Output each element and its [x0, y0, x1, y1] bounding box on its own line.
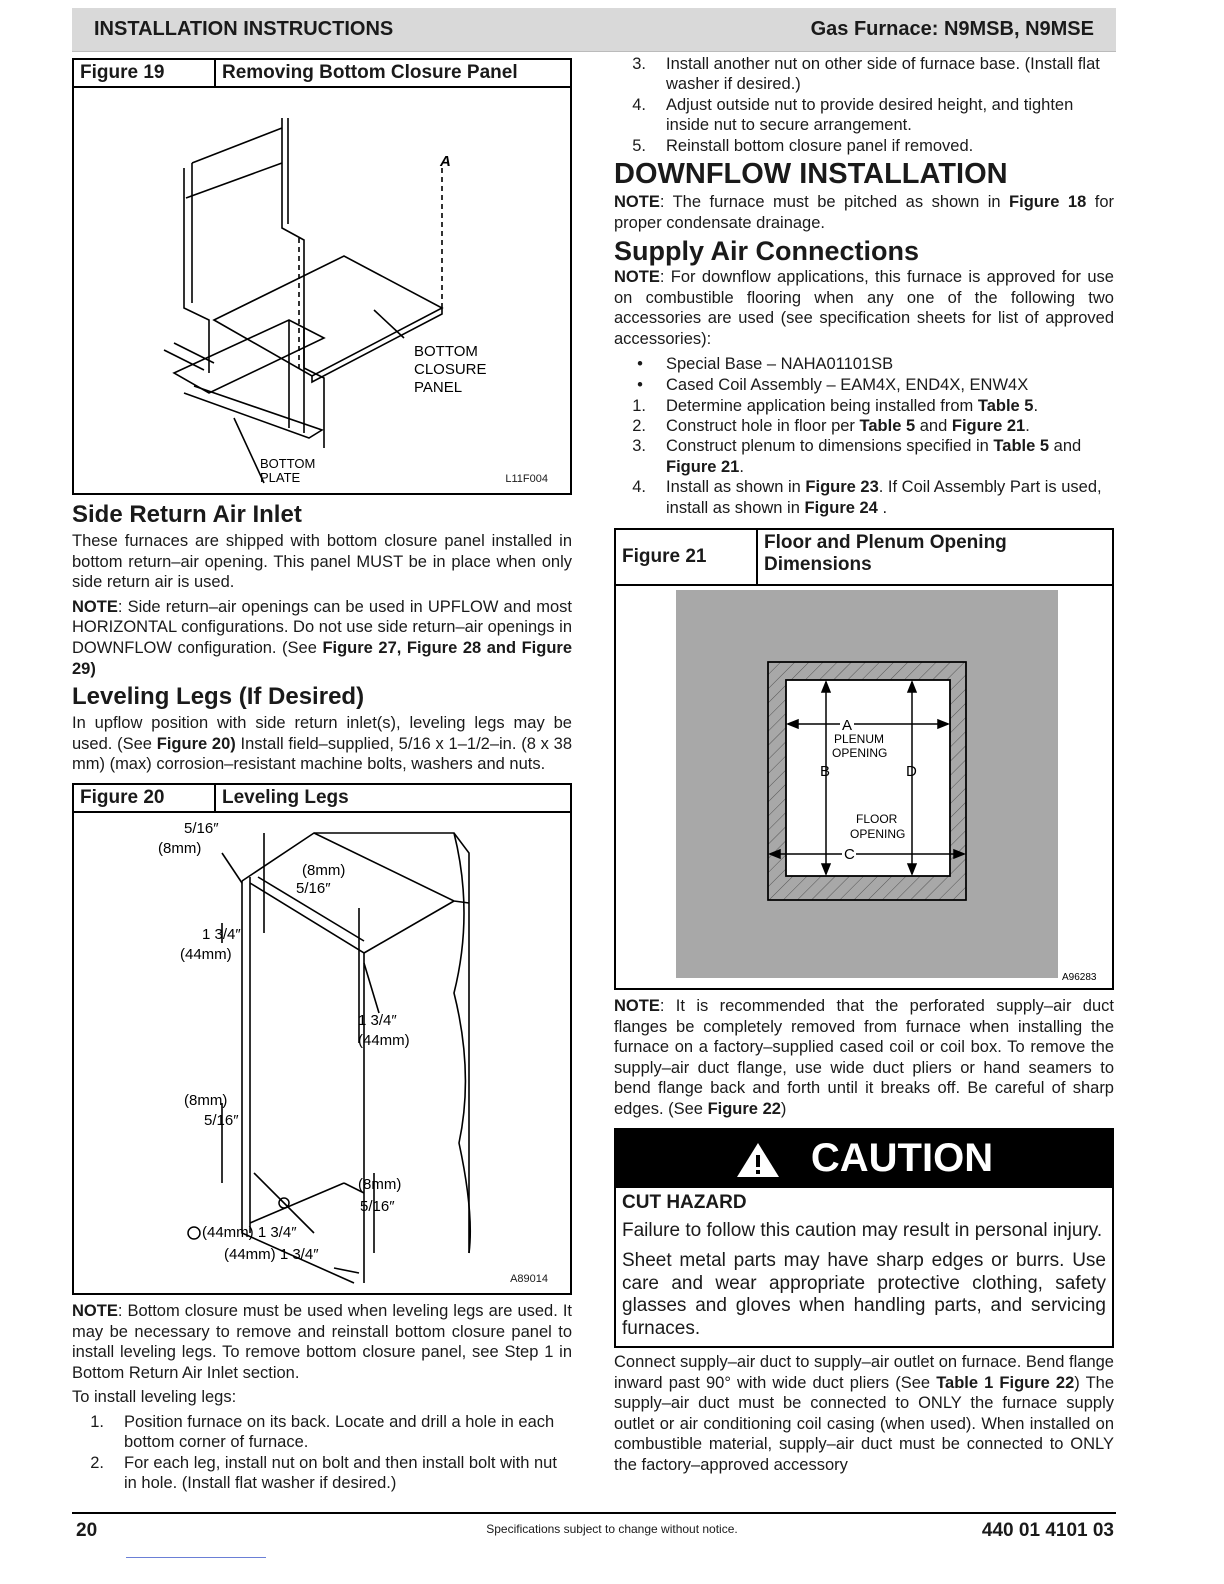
header-right: Gas Furnace: N9MSB, N9MSE	[810, 18, 1094, 40]
leveling-paragraph	[72, 713, 572, 775]
note-bold: Figure 27, Figure 28 and Figure 29)	[72, 638, 572, 678]
warning-triangle-icon	[735, 1139, 781, 1179]
downflow-heading: DOWNFLOW INSTALLATION	[614, 158, 1008, 191]
note-text: )	[780, 1100, 787, 1118]
step-number: 2.	[90, 1453, 104, 1472]
figure-21	[614, 528, 1114, 990]
caution-box	[614, 1128, 1114, 1349]
step-text: .	[739, 457, 744, 476]
dimension-b: B	[820, 763, 831, 781]
step-bold: Table 5	[977, 396, 1034, 415]
fig20-frac-4: 5/16″	[360, 1197, 395, 1215]
supply-heading: Supply Air Connections	[614, 236, 920, 267]
side-return-heading: Side Return Air Inlet	[72, 501, 302, 528]
caution-title: CAUTION	[810, 1136, 994, 1181]
figure-20	[72, 783, 572, 1295]
note-text: : It is recommended that the perforated supply–air duct flanges be completely removed from furnace when installing the furnace on a factory–supplied cased coil or coil box. To remove the supply–air duct flange, use wide duct pliers or hand seamers to bend flange back and forth until it breaks off. Be careful of sharp edges. (See	[614, 997, 1114, 1118]
fig20-in134-2: 1 3/4″	[358, 1011, 397, 1029]
downflow-note	[614, 192, 1114, 233]
figure-19-number: Figure 19	[74, 60, 216, 86]
list-item	[614, 54, 1114, 95]
figure-19-drawing	[74, 88, 570, 488]
note-text: for proper condensate drainage.	[614, 193, 1114, 232]
connect-text-a: Connect supply–air duct to supply–air outlet on furnace. Bend flange inward past 90° with wide duct pliers (See	[614, 1353, 1114, 1392]
right-column	[614, 54, 1114, 1480]
document-number: 440 01 4101 03	[981, 1520, 1114, 1541]
note-text: : Bottom closure must be used when leveling legs are used. It may be necessary to remove and reinstall bottom closure panel to install leveling legs. To remove bottom closure panel, see Step 1 in Bottom Return Air Inlet section.	[72, 1301, 572, 1382]
note-bold: Figure 22	[707, 1100, 781, 1118]
figure-20-number: Figure 20	[74, 785, 216, 811]
step-bold: Table 5	[859, 417, 916, 435]
step-number: 1.	[632, 396, 646, 415]
dimension-d: D	[906, 763, 917, 781]
note-text: : The furnace must be pitched as shown in	[659, 193, 1010, 212]
plenum-opening	[786, 680, 950, 876]
figure-20-drawing	[74, 813, 570, 1289]
figure-21-drawing	[616, 586, 1112, 988]
step-text: For each leg, install nut on bolt and then install bolt with nut in hole. (Install flat washer if desired.)	[124, 1453, 557, 1493]
step-number: 4.	[632, 478, 646, 497]
supply-note	[614, 267, 1114, 349]
footer-rule	[72, 1512, 1116, 1514]
step-text: and	[1049, 437, 1082, 456]
leveling-text-c: Install field–supplied, 5/16 x 1–1/2–in. (8 x 38 mm) (max) corrosion–resistant machine bolts, washers and nuts.	[72, 734, 572, 774]
connect-text-bold: Table 1 Figure 22	[936, 1373, 1075, 1392]
step-bold: Figure 21	[951, 417, 1026, 435]
left-steps	[72, 1412, 572, 1494]
fig19-plate-label-1: BOTTOM	[260, 456, 316, 471]
step-text: Reinstall bottom closure panel if removed.	[666, 136, 974, 155]
step-text: Install another nut on other side of furnace base. (Install flat washer if desired.)	[666, 55, 1100, 94]
figure-21-title	[758, 530, 1112, 584]
divider	[126, 1557, 266, 1558]
leveling-text-b: Figure 20)	[156, 734, 236, 753]
step-number: 4.	[632, 95, 646, 114]
list-item	[614, 416, 1114, 436]
figure-21-code: A96283	[1062, 972, 1097, 984]
header-left: INSTALLATION INSTRUCTIONS	[94, 18, 394, 40]
dimension-c: C	[844, 846, 855, 864]
step-number: 1.	[90, 1412, 104, 1431]
fig19-plate-label-2: PLATE	[260, 470, 301, 485]
step-text: Determine application being installed from	[666, 396, 978, 415]
step-text: and	[915, 417, 952, 435]
note-label: NOTE	[614, 193, 660, 212]
note-label: NOTE	[72, 1301, 118, 1320]
floor-label-2: OPENING	[850, 827, 906, 842]
floor-label-1: FLOOR	[856, 812, 898, 827]
step-text: .	[877, 498, 888, 517]
step-number: 3.	[632, 437, 646, 456]
step-text: .	[1033, 396, 1039, 415]
left-column	[72, 58, 572, 1494]
fig20-frac-2: 5/16″	[296, 879, 331, 897]
step-bold: Table 5	[993, 437, 1050, 456]
fig20-mm8-4: (8mm)	[358, 1175, 402, 1193]
figure-20-title: Leveling Legs	[222, 786, 349, 808]
leveling-text-a: In upflow position with side return inlet(s), leveling legs may be used. (See	[72, 714, 572, 753]
bottom-note	[72, 1301, 572, 1383]
figure-19-code: L11F004	[505, 473, 548, 485]
connect-paragraph	[614, 1352, 1114, 1476]
leveling-heading: Leveling Legs (If Desired)	[72, 683, 365, 711]
caution-header	[616, 1130, 1112, 1188]
step-number: 5.	[632, 136, 646, 155]
note-text: : For downflow applications, this furnace is approved for use on combustible flooring when any one of the following two accessories are used (see specification sheets for list of approved accessories):	[614, 268, 1114, 348]
supply-steps	[614, 396, 1114, 518]
list-item	[614, 436, 1114, 477]
list-item	[72, 1412, 572, 1453]
note-label: NOTE	[614, 997, 660, 1016]
step-text: Construct hole in floor per	[666, 417, 860, 435]
step-number: 3.	[632, 55, 646, 73]
list-item	[614, 477, 1114, 518]
side-return-paragraph: These furnaces are shipped with bottom closure panel installed in bottom return–air opening. This panel MUST be in place when only side return air is used.	[72, 532, 572, 592]
figure-21-title-line-1: Floor and Plenum Opening	[764, 532, 1007, 554]
step-bold: Figure 24	[804, 498, 878, 517]
step-text: .	[1025, 417, 1030, 435]
connect-text-c: ) The supply–air duct must be connected to ONLY the furnace supply outlet or air conditioning coil casing (when used). When installed on combustible material, supply–air duct must be connected to ONLY the factory–approved accessory	[614, 1373, 1114, 1475]
dimension-a: A	[842, 717, 853, 735]
step-text: Position furnace on its back. Locate and drill a hole in each bottom corner of furnace.	[124, 1412, 555, 1452]
fig20-frac-3: 5/16″	[204, 1111, 239, 1129]
list-item: • Cased Coil Assembly – EAM4X, END4X, ENW4X	[637, 375, 1029, 394]
footer-note: Specifications subject to change without notice.	[486, 1522, 738, 1536]
fig19-letter-a: A	[440, 153, 451, 170]
list-item	[614, 396, 1114, 416]
fig19-panel-label-1: BOTTOM	[414, 343, 478, 360]
step-text: . If Coil Assembly Part is used, install as shown in	[666, 478, 1102, 517]
fig20-mm8-1: (8mm)	[158, 839, 202, 857]
fig20-mm44-1: (44mm)	[180, 945, 232, 963]
bullet-text: Special Base – NAHA01101SB	[666, 354, 894, 373]
accessory-list	[614, 354, 1114, 396]
figure-21-title-line-2: Dimensions	[764, 554, 872, 576]
step-number: 2.	[632, 417, 646, 435]
list-item	[614, 95, 1114, 136]
perforated-flange-note	[614, 996, 1114, 1120]
fig20-in134-1: 1 3/4″	[202, 925, 241, 943]
fig19-panel-label-3: PANEL	[414, 379, 463, 396]
plenum-label-2: OPENING	[832, 746, 888, 761]
fig20-mm44-2: (44mm)	[358, 1031, 410, 1049]
install-intro: To install leveling legs:	[72, 1388, 237, 1407]
caution-paragraph-1: Failure to follow this caution may result in personal injury.	[622, 1219, 1103, 1241]
plenum-label-1: PLENUM	[834, 732, 885, 747]
caution-paragraph-2: Sheet metal parts may have sharp edges or burrs. Use care and wear appropriate protective clothing, safety glasses and gloves when handling parts, and servicing furnaces.	[622, 1250, 1106, 1339]
fig20-mm44-134-1: (44mm) 1 3/4″	[202, 1223, 297, 1241]
right-steps	[614, 54, 1114, 156]
note-text: : Side return–air openings can be used in UPFLOW and most HORIZONTAL configurations. Do not use side return–air openings in DOWNFLOW configuration. (See	[72, 597, 572, 657]
page-number: 20	[76, 1520, 98, 1541]
list-item	[614, 136, 1114, 156]
note-bold: Figure 18	[1009, 193, 1087, 212]
step-text: Adjust outside nut to provide desired height, and tighten inside nut to secure arrangement.	[666, 95, 1074, 135]
fig20-mm8-2: (8mm)	[302, 861, 346, 879]
step-text: Construct plenum to dimensions specified in	[666, 437, 994, 456]
step-text: Install as shown in	[666, 478, 806, 497]
figure-21-number: Figure 21	[616, 530, 758, 584]
note-label: NOTE	[72, 597, 118, 616]
figure-19	[72, 58, 572, 495]
fig20-mm8-3: (8mm)	[184, 1091, 228, 1109]
note-label: NOTE	[614, 268, 660, 287]
fig19-panel-label-2: CLOSURE	[414, 361, 487, 378]
step-bold: Figure 23	[805, 478, 879, 497]
list-item: • Special Base – NAHA01101SB	[637, 354, 894, 373]
fig20-mm44-134-2: (44mm) 1 3/4″	[224, 1245, 319, 1263]
fig20-frac-1: 5/16″	[184, 819, 219, 837]
figure-19-title: Removing Bottom Closure Panel	[222, 62, 518, 83]
caution-hazard: CUT HAZARD	[622, 1191, 747, 1213]
figure-20-code: A89014	[510, 1272, 548, 1285]
bullet-text: Cased Coil Assembly – EAM4X, END4X, ENW4X	[666, 375, 1029, 394]
step-bold: Figure 21	[666, 457, 740, 476]
list-item	[72, 1453, 572, 1494]
page-header	[72, 8, 1116, 52]
side-return-note	[72, 597, 572, 679]
